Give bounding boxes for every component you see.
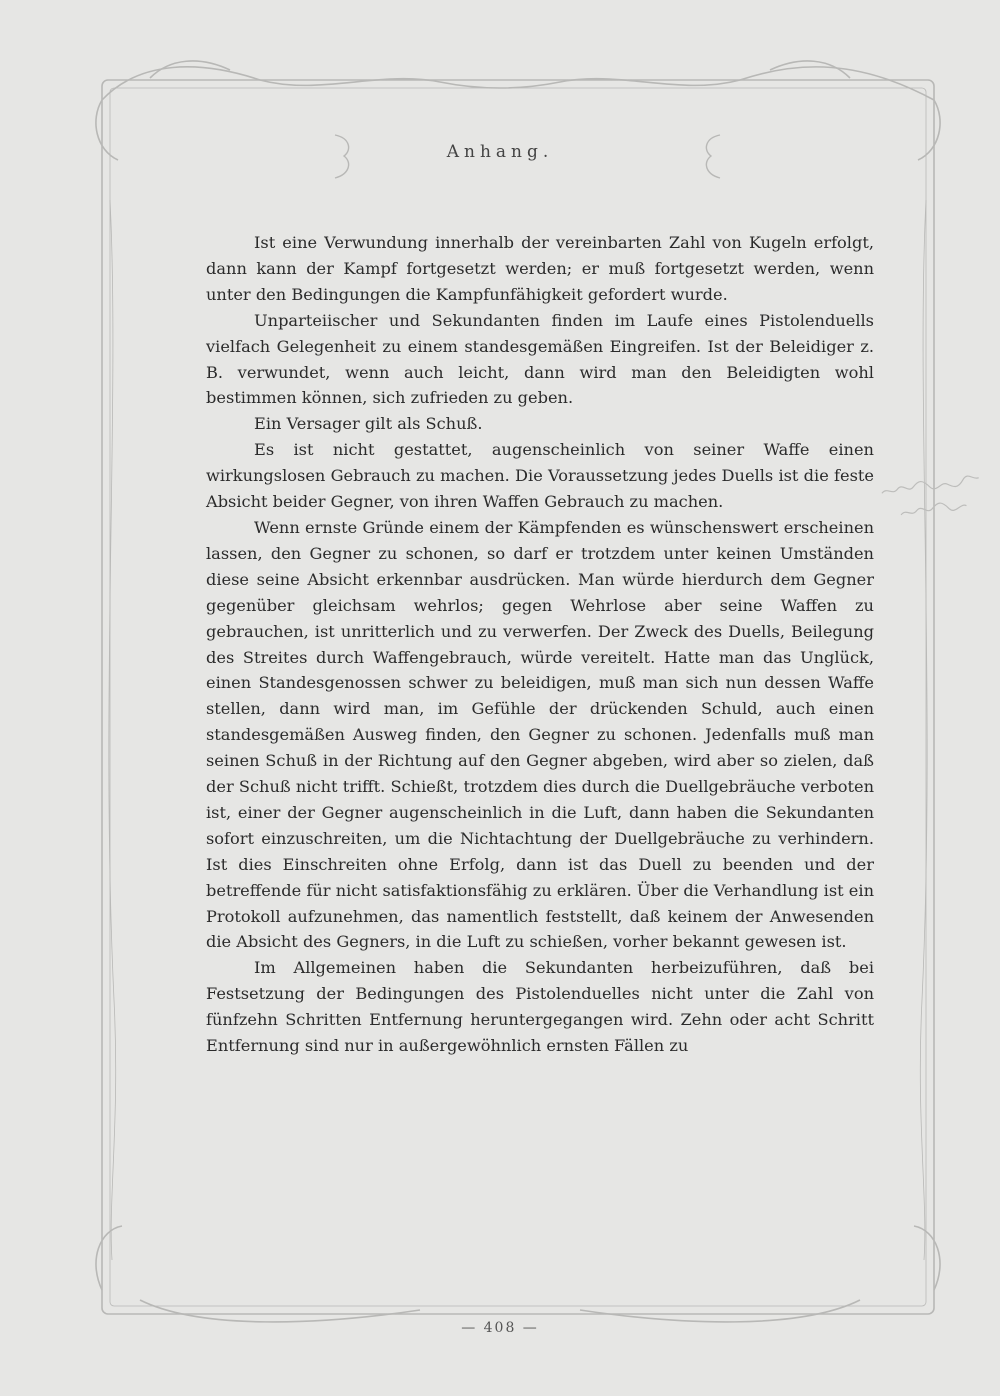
- paragraph-4: Es ist nicht gestattet, augenscheinlich von seiner Waffe einen wirkungslosen Gebrauch zu machen. Die Voraussetzung jedes Duells ist die feste Absicht beider Gegner, von ihren Waffen Gebrauch zu machen.: [206, 440, 874, 512]
- paragraph-6: Im Allgemeinen haben die Sekundanten herbeizuführen, daß bei Festsetzung der Bedingungen des Pistolenduelles nicht unter die Zahl von fünfzehn Schritten Entfernung heruntergegangen wird. Zehn oder acht Schritt Entfernung sind nur in außergewöhnlich ernsten Fällen zu: [206, 958, 874, 1056]
- paragraph-1: Ist eine Verwundung innerhalb der vereinbarten Zahl von Kugeln erfolgt, dann kann der Kampf fortgesetzt werden; er muß fortgesetzt werden, wenn unter den Bedingungen die Kampfunfähigkeit gefordert wurde.: [206, 233, 874, 304]
- paragraph-3: Ein Versager gilt als Schuß.: [254, 414, 483, 434]
- body-text: [206, 230, 874, 1059]
- page-header: Anhang.: [446, 142, 554, 162]
- page-number: — 408 —: [461, 1320, 539, 1336]
- paragraph-5: Wenn ernste Gründe einem der Kämpfenden es wünschenswert erscheinen lassen, den Gegner zu schonen, so darf er trotzdem unter keinen Umständen diese seine Absicht erkennbar ausdrücken. Man würde hierdurch dem Gegner gegenüber gleichsam wehrlos; gegen Wehrlose aber seine Waffen zu gebrauchen, ist unritterlich und zu verwerfen. Der Zweck des Duells, Beilegung des Streites durch Waffengebrauch, würde vereitelt. Hatte man das Unglück, einen Standesgenossen schwer zu beleidigen, muß man sich nun dessen Waffe stellen, dann wird man, im Gefühle der drückenden Schuld, auch einen standesgemäßen Ausweg finden, den Gegner zu schonen. Jedenfalls muß man seinen Schuß in der Richtung auf den Gegner abgeben, wird aber so zielen, daß der Schuß nicht trifft. Schießt, trotzdem dies durch die Duellgebräuche verboten ist, einer der Gegner augenscheinlich in die Luft, dann haben die Sekundanten sofort einzuschreiten, um die Nichtachtung der Duellgebräuche zu verhindern. Ist dies Einschreiten ohne Erfolg, dann ist das Duell zu beenden und der betreffende für nicht satisfaktionsfähig zu erklären. Über die Verhandlung ist ein Protokoll aufzunehmen, das namentlich feststellt, daß keinem der Anwesenden die Absicht des Gegners, in die Luft zu schießen, vorher bekannt gewesen ist.: [206, 517, 874, 952]
- paragraph-2: Unparteiischer und Sekundanten finden im Laufe eines Pistolenduells vielfach Gelegenheit zu einem standesgemäßen Eingreifen. Ist der Beleidiger z. B. verwundet, wenn auch leicht, dann wird man den Beleidigten wohl bestimmen können, sich zufrieden zu geben.: [206, 310, 874, 408]
